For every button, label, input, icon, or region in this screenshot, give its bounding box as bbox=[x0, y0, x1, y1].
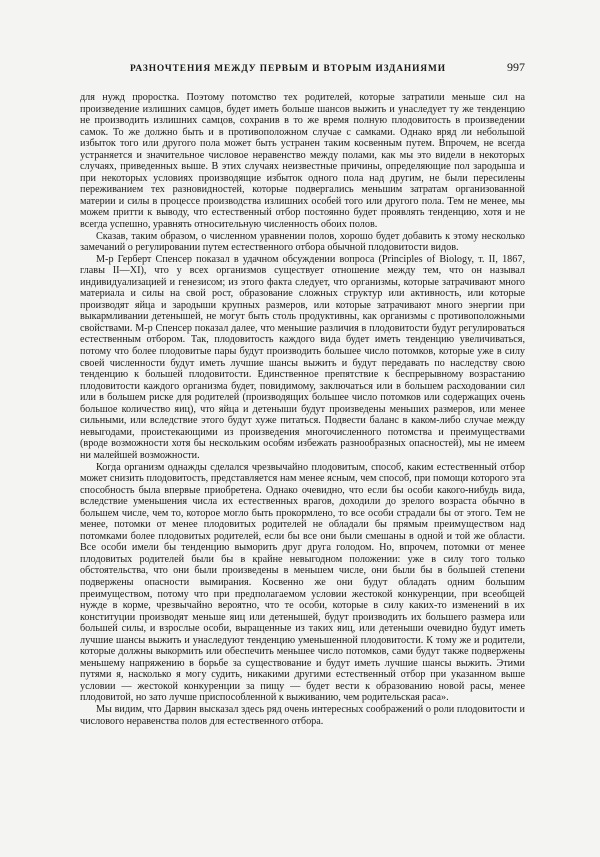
page-number: 997 bbox=[507, 60, 525, 74]
running-head: РАЗНОЧТЕНИЯ МЕЖДУ ПЕРВЫМ И ВТОРЫМ ИЗДАНИЯМИ bbox=[130, 64, 446, 74]
body-text bbox=[80, 92, 525, 727]
paragraph: Мы видим, что Дарвин высказал здесь ряд очень интересных соображений о роли плодовитости и числового неравенства полов для естественного отбора. bbox=[80, 703, 525, 727]
paragraph: Сказав, таким образом, о численном уравнении полов, хорошо будет добавить к этому несколько замечаний о регулировании путем естественного отбора обычной плодовитости видов. bbox=[80, 230, 525, 254]
paragraph: М-р Герберт Спенсер показал в удачном обсуждении вопроса (Principles of Biology, т. II, 1867, главы II—XI), что у всех организмов существует отношение между тем, что он называл индивидуализацией и генезисом; из этого факта следует, что организмы, которые затрачивают много материала и силы на свой рост, образование сложных структур или активность, или которые производят яйца и зародыши крупных размеров, или которые затрачивают много энергии при выкармливании детенышей, не могут быть столь продуктивны, как организмы с противоположными свойствами. М-р Спенсер показал далее, что меньшие различия в плодовитости будут регулироваться естественным отбором. Так, плодовитость каждого вида будет иметь тенденцию увеличиваться, потому что более плодовитые пары будут производить большее число потомков, которые уже в силу своей численности будут иметь лучшие шансы выжить и будут передавать по наследству свою тенденцию к большей плодовитости. Единственное препятствие к беспрерывному возрастанию плодовитости каждого организма будет, повидимому, заключаться или в большем расходовании сил или в большем риске для родителей (производящих большее число потомков или содержащих очень большое количество яиц), что яйца и детеныши будут произведены меньших размеров, или менее сильными, или вследствие этого будут хуже питаться. Подвести баланс в каком-либо случае между невыгодами, проистекающими из произведения многочисленного потомства и преимуществами (вроде возможности хотя бы нескольким особям избежать разнообразных опасностей), мы не имеем ни малейшей возможности. bbox=[80, 253, 525, 461]
paragraph: Когда организм однажды сделался чрезвычайно плодовитым, способ, каким естественный отбор может снизить плодовитость, представляется нам менее ясным, чем способ, при помощи которого эта способность была впервые приобретена. Однако очевидно, что если бы особи какого-нибудь вида, вследствие уменьшения числа их естественных врагов, доходили до зрелого возраста обычно в большем числе, чем то, которое могло быть прокормлено, то все особи страдали бы от этого. Тем не менее, потомки от менее плодовитых родителей не обладали бы прямым преимуществом над потомками более плодовитых родителей, если бы все они были смешаны в одной и той же области. Все особи имели бы тенденцию выморить друг друга голодом. Но, впрочем, потомки от менее плодовитых родителей были бы в крайне невыгодном положении: уже в силу того только обстоятельства, что они были произведены в меньшем числе, они были бы в большей степени подвержены опасности вымирания. Косвенно же они будут обладать одним большим преимуществом, потому что при предполагаемом условии жестокой конкуренции, при всеобщей нужде в корме, чрезвычайно вероятно, что те особи, которые в силу каких-то изменений в их конституции производят меньше яиц или детенышей, будут производить их большего размера или большей силы, и взрослые особи, выращенные из таких яиц, или детеныши очевидно будут иметь лучшие шансы выжить и унаследуют тенденцию уменьшенной плодовитости. К тому же и родители, которые должны выкормить или обеспечить меньшее число потомков, сами будут также подвержены меньшему напряжению в борьбе за существование и будут иметь лучшие шансы выжить. Этими путями я, насколько я могу судить, никакими другими естественный отбор при указанном выше условии — жестокой конкуренции за пищу — будет вести к образованию новой расы, менее плодовитой, но зато лучше приспособленной к выживанию, чем родительская раса». bbox=[80, 461, 525, 704]
page-header bbox=[80, 60, 525, 78]
paragraph: для нужд проростка. Поэтому потомство тех родителей, которые затратили меньше сил на произведение излишних самцов, будет иметь больше шансов выжить и унаследует ту же тенденцию не производить излишних самцов, сохранив в то же время полную плодовитость в произведении самок. То же должно быть и в противоположном случае с самками. Однако вряд ли небольшой избыток того или другого пола может быть устранен таким косвенным путем. Впрочем, не всегда устраняется и значительное числовое неравенство между полами, как мы это видели в некоторых случаях, приведенных выше. В этих случаях неизвестные причины, определяющие пол зародыша и при некоторых условиях производящие избыток одного пола над другим, не были пересилены переживанием тех разновидностей, которые подвергались меньшим затратам организованной материи и силы в процессе производства излишних особей того или другого пола. Тем не менее, мы можем притти к выводу, что естественный отбор постоянно будет проявлять тенденцию, хотя и не всегда успешно, уравнять относительную численность обоих полов. bbox=[80, 92, 525, 231]
